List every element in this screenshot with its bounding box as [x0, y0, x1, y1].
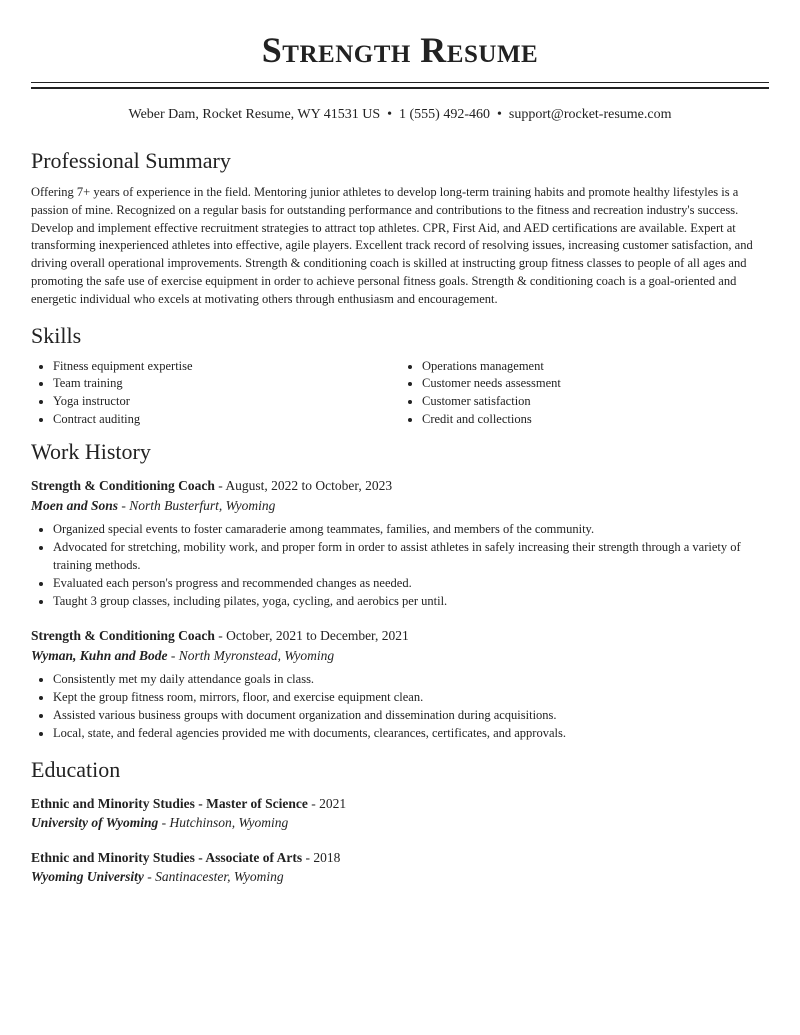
job-company-line [31, 496, 769, 516]
job-bullet: • Kept the group fitness room, mirrors, floor, and exercise equipment clean. [53, 689, 769, 707]
summary-text: Offering 7+ years of experience in the field. Mentoring junior athletes to develop long-term training habits and promote healthy lifestyles is a passion of mine. Recognized on a regular basis for outstanding performance and contributions to the fitness and recreation industry's success. Develop and implement effective recruitment strategies to attract top athletes. CPR, First Aid, and AED certifications are available. Expert at transforming inexperienced athletes into effective, agile players. Excellent track record of resolving issues, increasing customer satisfaction, and driving overall operational improvements. Strength & conditioning coach is skilled at instructing group fitness classes to people of all ages and promoting the safe use of exercise equipment in order to achieve personal fitness goals. Strength & conditioning coach is a goal-oriented and energetic individual who excels at motivating others through enthusiasm and encouragement. [31, 185, 753, 306]
job-entry [31, 476, 769, 610]
skill-item: • Customer satisfaction [422, 393, 769, 411]
skills-list [31, 358, 769, 429]
education-location: - Santinacester, Wyoming [143, 869, 284, 885]
skill-item: • Contract auditing [53, 411, 400, 429]
job-bullet: • Organized special events to foster camaraderie among teammates, families, and members of the community. [53, 521, 769, 539]
education-degree: Ethnic and Minority Studies - Master of Science [31, 795, 308, 811]
contact-email: support@rocket-resume.com [508, 107, 672, 122]
job-company-line [31, 646, 769, 666]
header-double-rule [31, 82, 769, 89]
job-role: Strength & Conditioning Coach [31, 478, 215, 494]
job-company: Moen and Sons [31, 497, 119, 513]
contact-phone: 1 (555) 492-460 [399, 107, 491, 122]
education-heading: Education [31, 756, 121, 782]
education-location: - Hutchinson, Wyoming [158, 815, 289, 831]
education-school: Wyoming University [31, 869, 144, 885]
education-school-line [31, 867, 769, 887]
education-year: - 2021 [307, 795, 347, 811]
education-school: University of Wyoming [31, 815, 159, 831]
work-history-heading: Work History [31, 439, 151, 465]
skills-column-right [400, 358, 769, 429]
summary-heading: Professional Summary [31, 148, 231, 173]
education-school-line [31, 813, 769, 833]
resume-name: Strength Resume [261, 30, 539, 70]
job-bullet: • Advocated for stretching, mobility work, and proper form in order to assist athletes in safely increasing their strength through a variety of training methods. [53, 539, 769, 575]
skill-item: • Yoga instructor [53, 393, 400, 411]
education-degree: Ethnic and Minority Studies - Associate of Arts [31, 849, 303, 865]
skills-column-left [31, 358, 400, 429]
job-bullets [31, 521, 769, 610]
contact-line [31, 106, 769, 124]
skill-item: • Credit and collections [422, 411, 769, 429]
education-entry [31, 794, 769, 833]
job-role: Strength & Conditioning Coach [31, 628, 215, 644]
skill-item: • Customer needs assessment [422, 375, 769, 393]
skills-heading: Skills [31, 322, 82, 348]
education-degree-line [31, 794, 769, 814]
skill-item: • Operations management [422, 358, 769, 376]
contact-address: Weber Dam, Rocket Resume, WY 41531 US [128, 107, 381, 122]
job-bullet: • Assisted various business groups with document organization and dissemination during acquisitions. [53, 707, 769, 725]
job-bullet: • Evaluated each person's progress and recommended changes as needed. [53, 575, 769, 593]
contact-separator: • [497, 107, 502, 122]
job-title-line [31, 476, 769, 496]
education-entry [31, 848, 769, 887]
contact-separator: • [387, 107, 393, 122]
education-degree-line [31, 848, 769, 868]
job-location: - North Busterfurt, Wyoming [118, 497, 276, 513]
job-location: - North Myronstead, Wyoming [167, 647, 335, 663]
job-bullet: • Consistently met my daily attendance goals in class. [53, 671, 769, 689]
job-bullets [31, 671, 769, 742]
skill-item: • Fitness equipment expertise [53, 358, 400, 376]
job-bullet: • Local, state, and federal agencies provided me with documents, clearances, certificates, and approvals. [53, 725, 769, 743]
job-entry [31, 626, 769, 742]
education-year: - 2018 [302, 849, 341, 865]
job-bullet: • Taught 3 group classes, including pilates, yoga, cycling, and aerobics per until. [53, 593, 769, 611]
job-dates: - August, 2022 to October, 2023 [214, 478, 393, 494]
job-company: Wyman, Kuhn and Bode [31, 647, 168, 663]
job-title-line [31, 626, 769, 646]
skill-item: • Team training [53, 375, 400, 393]
job-dates: - October, 2021 to December, 2021 [214, 628, 409, 644]
